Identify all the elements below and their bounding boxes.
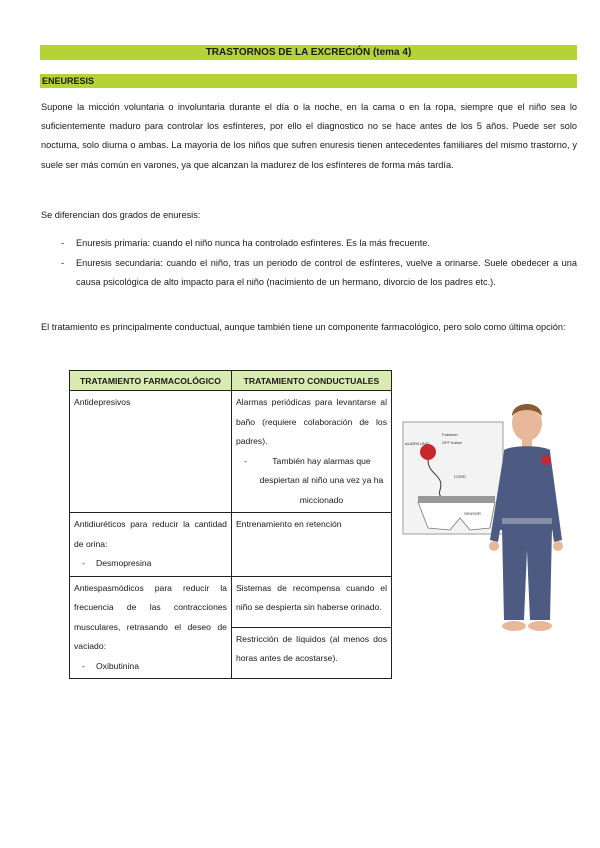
document-title: TRASTORNOS DE LA EXCRECIÓN (tema 4): [40, 45, 577, 60]
label-fastener: Fastener: [442, 432, 458, 437]
header-pharmacological: TRATAMIENTO FARMACOLÓGICO: [70, 371, 232, 391]
intro-paragraph: Supone la micción voluntaria o involuntaria durante el día o la noche, en la cama o en la ropa, siempre que el niño sea lo suficientemente maduro para controlar los esfínteres, por ello el diagnostico no se hace antes de los 5 años. Puede ser solo nocturna, solo diurna o ambas. La mayoría de los niños que sufren enuresis tienen antecedentes familiares del mismo trastorno, y suele ser más común en varones, ya que alcanzan la madurez de los esfínteres de forma más tardía.: [41, 102, 577, 170]
label-alarm-unit: ALARM UNIT: [405, 441, 430, 446]
cell-antidiuretics: Antidiuréticos para reducir la cantidad de orina: - Desmopresina: [70, 513, 232, 577]
table-row: [70, 391, 392, 513]
cell-retention: Entrenamiento en retención: [231, 513, 391, 577]
table-row: [70, 513, 392, 577]
treatment-table: [69, 370, 392, 679]
cell-antidepressants: Antidepresivos: [70, 391, 232, 513]
header-behavioral: TRATAMIENTO CONDUCTUALES: [231, 371, 391, 391]
alarms-sub: - También hay alarmas que despiertan al niño una vez ya ha miccionado: [243, 455, 384, 505]
list-item: - Enuresis primaria: cuando el niño nunca ha controlado esfínteres. Es la más frecuente.: [61, 238, 430, 248]
alarms-text: Alarmas periódicas para levantarse al baño (requiere colaboración de los padres).: [235, 397, 387, 446]
label-sensor: SENSOR: [464, 511, 481, 516]
section-heading: ENEURESIS: [40, 74, 577, 88]
enuresis-types-list: [41, 234, 577, 293]
cell-alarms: [231, 391, 391, 513]
list-item: - Enuresis secundaria: cuando el niño, tras un periodo de control de esfínteres, vuelve a orinarse. Suele obedecer a una causa psicológica de alto impacto para el niño (nacimiento de un hermano, divorcio de los padres etc.).: [61, 257, 577, 287]
cell-antispasmodics: Antiespasmódicos para reducir la frecuencia de las contracciones musculares, retrasando el deseo de vaciado: - Oxibutinina: [70, 576, 232, 679]
grades-paragraph: Se diferencian dos grados de enuresis:: [41, 210, 201, 220]
alarm-unit-icon: [420, 444, 436, 460]
cell-fluid-restriction: Restricción de líquidos (al menos dos horas antes de acostarse).: [231, 627, 391, 678]
oxibutinina-item: - Oxibutinina: [82, 660, 139, 671]
bullet-text: Enuresis secundaria: cuando el niño, tras un periodo de control de esfínteres, vuelve a orinarse. Suele obedecer a una causa psicológica de alto impacto para el niño (nacimiento de un hermano, divorcio de los padres etc.).: [76, 257, 577, 287]
bedwetting-alarm-illustration: [400, 390, 585, 645]
cell-rewards: Sistemas de recompensa cuando el niño se despierta sin haberse orinado.: [231, 576, 391, 627]
table-row: [70, 576, 392, 627]
desmopresina-item: - Desmopresina: [82, 558, 152, 568]
label-off-button: OFF button: [442, 440, 463, 445]
alarm-diagram-inset: [403, 422, 503, 534]
label-cord: CORD: [454, 474, 466, 479]
bullet-text: Enuresis primaria: cuando el niño nunca ha controlado esfínteres. Es la más frecuente.: [76, 238, 430, 248]
treatment-paragraph: El tratamiento es principalmente conductual, aunque también tiene un componente farmacológico, pero solo como última opción:: [41, 322, 566, 332]
